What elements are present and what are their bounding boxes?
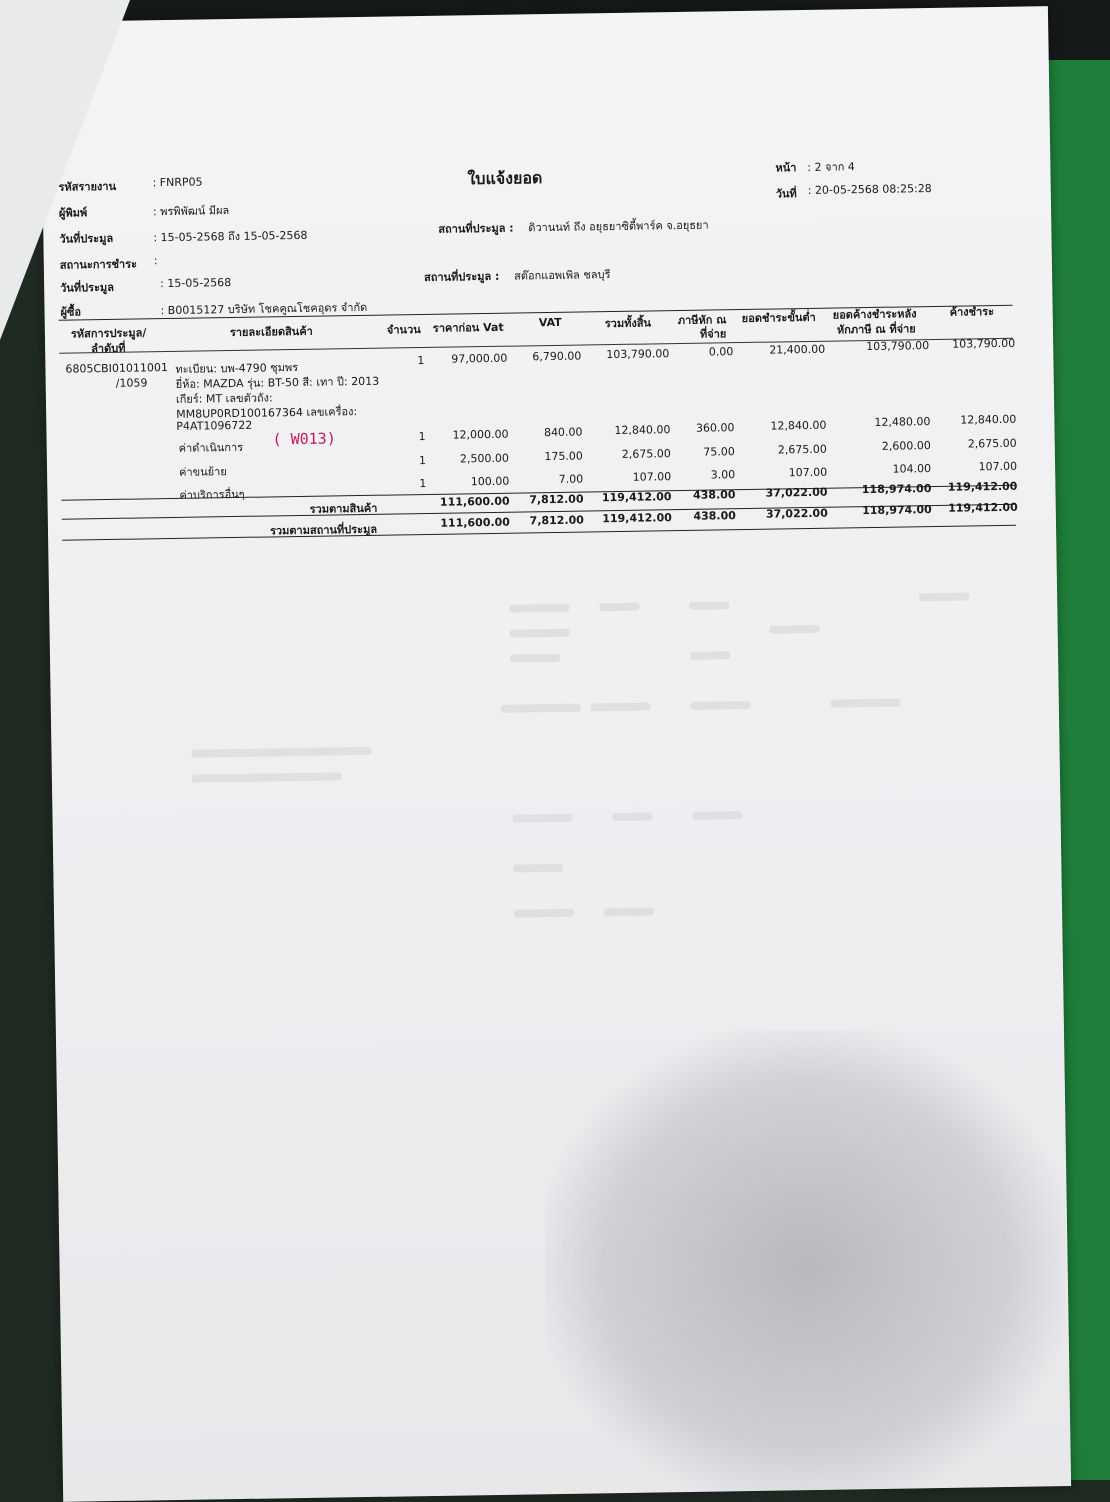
detail-line: P4AT1096722	[176, 418, 253, 433]
col-vat: VAT	[538, 315, 562, 330]
print-date: : 20-05-2568 08:25:28	[807, 182, 932, 197]
row-price: 2,500.00	[459, 451, 510, 466]
col-total: รวมทั้งสิ้น	[604, 316, 652, 331]
row-label: ค่าขนย้าย	[178, 465, 227, 479]
row-min: 12,840.00	[770, 418, 827, 433]
auction-date-label: วันที่ประมูล	[59, 231, 114, 246]
auction-date-range: : 15-05-2568 ถึง 15-05-2568	[153, 228, 308, 245]
subtotal-balance: 118,974.00	[861, 482, 932, 497]
row-due: 107.00	[978, 459, 1018, 474]
detail-line: ยี่ห้อ: MAZDA รุ่น: BT-50 สี: เทา ปี: 2013	[175, 374, 380, 391]
row-vat: 840.00	[543, 425, 583, 440]
detail-line: MM8UP0RD100167364 เลขเครื่อง:	[176, 405, 358, 421]
auction-place: ดิวานนท์ ถึง อยุธยาซิตี้พาร์ค จ.อยุธยา	[528, 218, 709, 235]
col-min: ยอดชำระขั้นต่ำ	[741, 310, 816, 326]
row-wht: 0.00	[708, 345, 734, 359]
row-price: 12,000.00	[452, 427, 509, 442]
row-label: ค่าดำเนินการ	[178, 440, 244, 455]
row-balance: 2,600.00	[881, 439, 931, 453]
grandtotal-balance: 118,974.00	[862, 503, 932, 518]
grandtotal-min: 37,022.00	[765, 506, 828, 521]
detail-line: เกียร์: MT เลขตัวถัง:	[175, 391, 273, 406]
row-wht: 75.00	[703, 445, 735, 459]
phone-shadow	[545, 1030, 1065, 1500]
row-due: 103,790.00	[952, 336, 1016, 351]
grandtotal-total: 119,412.00	[602, 511, 672, 526]
lot-seq: /1059	[115, 376, 148, 390]
col-balance: ยอดค้างชำระหลัง	[832, 307, 917, 322]
row-qty: 1	[419, 476, 427, 491]
row-balance: 103,790.00	[866, 339, 930, 354]
row-qty: 1	[418, 429, 426, 444]
row-price: 100.00	[470, 474, 510, 489]
auction-place-label: สถานที่ประมูล :	[438, 221, 514, 236]
page-label: หน้า	[775, 161, 797, 175]
col-wht2: ที่จ่าย	[699, 327, 727, 341]
row-total: 2,675.00	[621, 447, 671, 461]
payment-status-label: สถานะการชำระ	[59, 257, 138, 272]
row-min: 21,400.00	[769, 342, 826, 357]
buyer-label: ผู้ซื้อ	[60, 305, 82, 319]
subtotal-price: 111,600.00	[439, 494, 510, 509]
grandtotal-price: 111,600.00	[440, 515, 511, 530]
statement-document	[40, 6, 1057, 622]
subtotal-due: 119,412.00	[947, 479, 1018, 494]
row-balance: 12,480.00	[874, 415, 931, 429]
grandtotal-due: 119,412.00	[948, 500, 1018, 515]
handwritten-note: ( W013)	[272, 429, 336, 449]
row-price: 97,000.00	[451, 351, 508, 366]
page-number: : 2 จาก 4	[807, 160, 855, 174]
row-total: 107.00	[632, 470, 672, 484]
row-vat: 7.00	[558, 472, 584, 486]
grandtotal-label: รวมตามสถานที่ประมูล	[269, 522, 378, 538]
row-label: ค่าบริการอื่นๆ	[179, 487, 245, 502]
grandtotal-vat: 7,812.00	[529, 513, 584, 528]
subtotal-min: 37,022.00	[765, 485, 828, 500]
payment-status: :	[153, 254, 158, 268]
row-min: 2,675.00	[777, 442, 827, 457]
row-qty: 1	[417, 354, 425, 368]
auction-place2-label: สถานที่ประมูล :	[423, 269, 500, 284]
detail-line: ทะเบียน: บพ-4790 ชุมพร	[175, 360, 299, 376]
auction-place2: สต๊อกแอพเพิล ชลบุรี	[513, 268, 611, 283]
col-wht: ภาษีหัก ณ	[677, 313, 727, 328]
grandtotal-wht: 438.00	[693, 509, 736, 523]
col-price: ราคาก่อน Vat	[432, 320, 504, 335]
printer-name: : พรพิพัฒน์ มีผล	[152, 204, 230, 219]
lot-code: 6805CBI01011001	[65, 361, 169, 376]
row-wht: 3.00	[710, 468, 736, 482]
buyer: : B0015127 บริษัท โชคคูณโชคอุดร จำกัด	[160, 300, 368, 318]
row-qty: 1	[418, 453, 427, 468]
subtotal-total: 119,412.00	[601, 490, 672, 505]
row-balance: 104.00	[892, 462, 932, 476]
report-code: : FNRP05	[152, 175, 203, 190]
col-due: ค้างชำระ	[949, 305, 995, 319]
document-title: ใบแจ้งยอด	[467, 168, 543, 189]
auction-date2: : 15-05-2568	[160, 276, 232, 291]
col-detail: รายละเอียดสินค้า	[229, 324, 313, 340]
row-vat: 6,790.00	[532, 349, 582, 364]
row-total: 12,840.00	[614, 423, 671, 438]
row-vat: 175.00	[544, 449, 583, 464]
subtotal-wht: 438.00	[692, 488, 736, 502]
subtotal-label: รวมตามสินค้า	[309, 501, 378, 516]
col-balance2: หักภาษี ณ ที่จ่าย	[836, 322, 916, 337]
row-min: 107.00	[788, 465, 828, 480]
col-lot-code: รหัสการประมูล/	[70, 326, 147, 341]
row-wht: 360.00	[695, 421, 735, 435]
row-due: 12,840.00	[960, 412, 1017, 427]
print-date-label: วันที่	[775, 187, 797, 201]
report-code-label: รหัสรายงาน	[58, 179, 117, 194]
row-total: 103,790.00	[606, 347, 670, 362]
auction-date2-label: วันที่ประมูล	[60, 280, 115, 295]
printer-label: ผู้พิมพ์	[58, 206, 88, 220]
row-due: 2,675.00	[967, 436, 1017, 451]
col-qty: จำนวน	[386, 323, 421, 337]
subtotal-vat: 7,812.00	[529, 492, 584, 507]
col-lot-seq: ลำดับที่	[91, 341, 126, 356]
